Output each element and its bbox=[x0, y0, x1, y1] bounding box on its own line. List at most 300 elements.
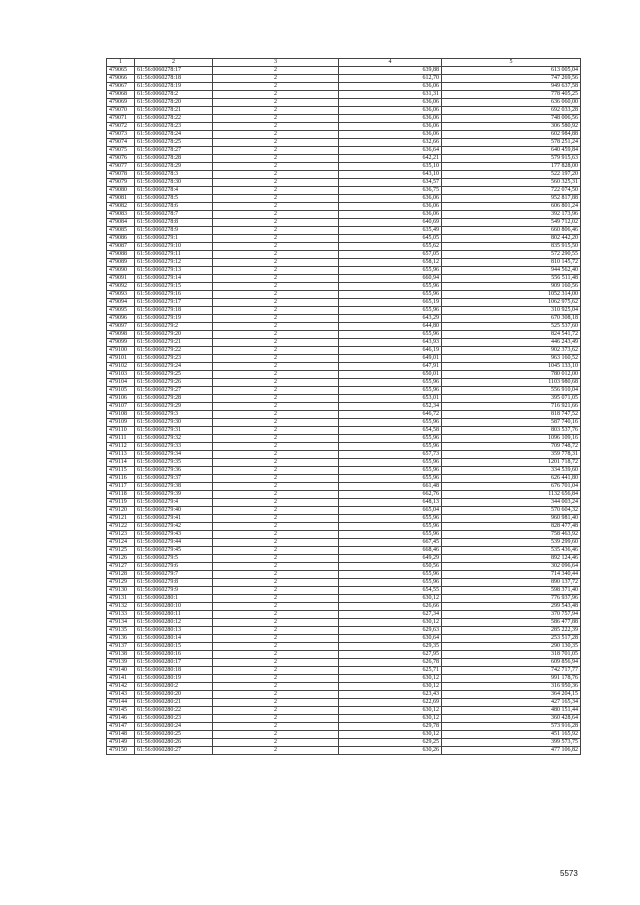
table-row bbox=[107, 411, 581, 419]
table-cell: 629,63 bbox=[339, 627, 442, 635]
table-cell: 2 bbox=[213, 307, 339, 315]
table-cell: 480 151,44 bbox=[442, 707, 581, 715]
table-cell: 61:56:0060279:1 bbox=[135, 235, 213, 243]
table-cell: 370 757,94 bbox=[442, 611, 581, 619]
table-cell: 61:56:0060279:35 bbox=[135, 459, 213, 467]
table-row bbox=[107, 443, 581, 451]
table-row bbox=[107, 707, 581, 715]
table-cell: 479125 bbox=[107, 547, 135, 555]
table-cell: 2 bbox=[213, 723, 339, 731]
table-cell: 479146 bbox=[107, 715, 135, 723]
table-cell: 61:56:0060279:45 bbox=[135, 547, 213, 555]
table-row bbox=[107, 459, 581, 467]
table-cell: 61:56:0060280:24 bbox=[135, 723, 213, 731]
table-cell: 479075 bbox=[107, 147, 135, 155]
table-row bbox=[107, 219, 581, 227]
table-cell: 479077 bbox=[107, 163, 135, 171]
table-cell: 479117 bbox=[107, 483, 135, 491]
table-cell: 648,13 bbox=[339, 499, 442, 507]
table-cell: 479109 bbox=[107, 419, 135, 427]
table-cell: 652,34 bbox=[339, 403, 442, 411]
table-cell: 318 701,05 bbox=[442, 651, 581, 659]
table-cell: 2 bbox=[213, 587, 339, 595]
table-cell: 655,96 bbox=[339, 267, 442, 275]
table-cell: 622,69 bbox=[339, 699, 442, 707]
table-cell: 479116 bbox=[107, 475, 135, 483]
table-cell: 479081 bbox=[107, 195, 135, 203]
table-cell: 61:56:0060279:26 bbox=[135, 379, 213, 387]
table-cell: 662,76 bbox=[339, 491, 442, 499]
table-cell: 61:56:0060279:19 bbox=[135, 315, 213, 323]
table-row bbox=[107, 539, 581, 547]
table-row bbox=[107, 715, 581, 723]
table-cell: 479108 bbox=[107, 411, 135, 419]
table-cell: 61:56:0060278:22 bbox=[135, 115, 213, 123]
table-cell: 479122 bbox=[107, 523, 135, 531]
table-cell: 479092 bbox=[107, 283, 135, 291]
table-cell: 634,57 bbox=[339, 179, 442, 187]
table-cell: 657,05 bbox=[339, 251, 442, 259]
table-row bbox=[107, 371, 581, 379]
table-cell: 479093 bbox=[107, 291, 135, 299]
table-cell: 302 096,64 bbox=[442, 563, 581, 571]
table-cell: 623,43 bbox=[339, 691, 442, 699]
table-cell: 344 003,24 bbox=[442, 499, 581, 507]
table-cell: 780 012,00 bbox=[442, 371, 581, 379]
table-cell: 2 bbox=[213, 267, 339, 275]
table-row bbox=[107, 139, 581, 147]
table-cell: 655,96 bbox=[339, 387, 442, 395]
table-cell: 61:56:0060279:39 bbox=[135, 491, 213, 499]
table-cell: 2 bbox=[213, 227, 339, 235]
table-cell: 2 bbox=[213, 483, 339, 491]
table-cell: 299 543,48 bbox=[442, 603, 581, 611]
table-cell: 644,80 bbox=[339, 323, 442, 331]
table-row bbox=[107, 659, 581, 667]
table-cell: 2 bbox=[213, 235, 339, 243]
table-cell: 660,94 bbox=[339, 275, 442, 283]
table-cell: 61:56:0060279:22 bbox=[135, 347, 213, 355]
table-cell: 642,21 bbox=[339, 155, 442, 163]
table-row bbox=[107, 99, 581, 107]
table-cell: 61:56:0060279:5 bbox=[135, 555, 213, 563]
table-cell: 635,49 bbox=[339, 227, 442, 235]
table-cell: 630,64 bbox=[339, 635, 442, 643]
table-cell: 61:56:0060278:23 bbox=[135, 123, 213, 131]
table-row bbox=[107, 627, 581, 635]
table-cell: 479145 bbox=[107, 707, 135, 715]
table-row bbox=[107, 235, 581, 243]
table-cell: 61:56:0060278:20 bbox=[135, 99, 213, 107]
table-cell: 606 801,24 bbox=[442, 203, 581, 211]
table-cell: 61:56:0060278:21 bbox=[135, 107, 213, 115]
table-cell: 654,58 bbox=[339, 427, 442, 435]
table-cell: 61:56:0060279:31 bbox=[135, 427, 213, 435]
table-cell: 2 bbox=[213, 107, 339, 115]
table-cell: 655,96 bbox=[339, 515, 442, 523]
table-row bbox=[107, 379, 581, 387]
table-row bbox=[107, 315, 581, 323]
table-cell: 627,95 bbox=[339, 651, 442, 659]
table-cell: 61:56:0060279:44 bbox=[135, 539, 213, 547]
table-cell: 479101 bbox=[107, 355, 135, 363]
table-cell: 657,73 bbox=[339, 451, 442, 459]
table-cell: 2 bbox=[213, 491, 339, 499]
table-cell: 479141 bbox=[107, 675, 135, 683]
table-cell: 636,06 bbox=[339, 203, 442, 211]
table-cell: 61:56:0060278:4 bbox=[135, 187, 213, 195]
table-cell: 2 bbox=[213, 571, 339, 579]
table-row bbox=[107, 435, 581, 443]
table-cell: 665,04 bbox=[339, 507, 442, 515]
table-cell: 479140 bbox=[107, 667, 135, 675]
table-cell: 479078 bbox=[107, 171, 135, 179]
table-cell: 2 bbox=[213, 603, 339, 611]
table-header-row bbox=[107, 59, 581, 67]
table-cell: 2 bbox=[213, 555, 339, 563]
table-cell: 479086 bbox=[107, 235, 135, 243]
table-cell: 61:56:0060279:3 bbox=[135, 411, 213, 419]
table-cell: 653,01 bbox=[339, 395, 442, 403]
table-cell: 660 806,46 bbox=[442, 227, 581, 235]
table-cell: 2 bbox=[213, 427, 339, 435]
table-cell: 587 740,16 bbox=[442, 419, 581, 427]
table-cell: 630,12 bbox=[339, 715, 442, 723]
table-cell: 61:56:0060279:42 bbox=[135, 523, 213, 531]
table-cell: 640 459,84 bbox=[442, 147, 581, 155]
table-row bbox=[107, 331, 581, 339]
table-cell: 818 747,52 bbox=[442, 411, 581, 419]
table-cell: 949 637,58 bbox=[442, 83, 581, 91]
table-cell: 61:56:0060280:19 bbox=[135, 675, 213, 683]
table-cell: 479136 bbox=[107, 635, 135, 643]
table-cell: 61:56:0060278:6 bbox=[135, 203, 213, 211]
table-row bbox=[107, 483, 581, 491]
column-header-4: 4 bbox=[339, 59, 442, 67]
table-cell: 2 bbox=[213, 131, 339, 139]
table-cell: 479068 bbox=[107, 91, 135, 99]
table-cell: 636,06 bbox=[339, 123, 442, 131]
table-cell: 586 477,88 bbox=[442, 619, 581, 627]
table-cell: 61:56:0060278:18 bbox=[135, 75, 213, 83]
table-cell: 2 bbox=[213, 155, 339, 163]
table-cell: 61:56:0060279:43 bbox=[135, 531, 213, 539]
table-cell: 61:56:0060278:9 bbox=[135, 227, 213, 235]
table-row bbox=[107, 251, 581, 259]
column-header-3: 3 bbox=[213, 59, 339, 67]
table-cell: 334 539,60 bbox=[442, 467, 581, 475]
table-cell: 2 bbox=[213, 515, 339, 523]
table-cell: 629,35 bbox=[339, 643, 442, 651]
table-cell: 61:56:0060280:10 bbox=[135, 603, 213, 611]
table-cell: 61:56:0060280:17 bbox=[135, 659, 213, 667]
column-header-2: 2 bbox=[135, 59, 213, 67]
table-row bbox=[107, 283, 581, 291]
table-cell: 2 bbox=[213, 435, 339, 443]
table-cell: 61:56:0060279:32 bbox=[135, 435, 213, 443]
table-cell: 639,88 bbox=[339, 67, 442, 75]
table-cell: 2 bbox=[213, 659, 339, 667]
table-cell: 479095 bbox=[107, 307, 135, 315]
table-cell: 625,71 bbox=[339, 667, 442, 675]
table-cell: 2 bbox=[213, 147, 339, 155]
table-cell: 61:56:0060278:17 bbox=[135, 67, 213, 75]
table-cell: 655,62 bbox=[339, 243, 442, 251]
table-cell: 630,12 bbox=[339, 731, 442, 739]
table-cell: 2 bbox=[213, 275, 339, 283]
table-cell: 479149 bbox=[107, 739, 135, 747]
table-cell: 802 442,20 bbox=[442, 235, 581, 243]
table-cell: 626,78 bbox=[339, 659, 442, 667]
table-cell: 643,10 bbox=[339, 171, 442, 179]
table-cell: 630,12 bbox=[339, 683, 442, 691]
table-cell: 803 537,76 bbox=[442, 427, 581, 435]
table-cell: 676 701,04 bbox=[442, 483, 581, 491]
table-cell: 722 074,50 bbox=[442, 187, 581, 195]
table-cell: 479090 bbox=[107, 267, 135, 275]
table-cell: 645,05 bbox=[339, 235, 442, 243]
table-cell: 655,96 bbox=[339, 331, 442, 339]
table-cell: 61:56:0060279:2 bbox=[135, 323, 213, 331]
table-cell: 2 bbox=[213, 171, 339, 179]
table-cell: 61:56:0060280:23 bbox=[135, 715, 213, 723]
table-row bbox=[107, 307, 581, 315]
table-cell: 630,12 bbox=[339, 619, 442, 627]
table-cell: 61:56:0060279:20 bbox=[135, 331, 213, 339]
table-cell: 61:56:0060279:40 bbox=[135, 507, 213, 515]
column-header-1: 1 bbox=[107, 59, 135, 67]
table-cell: 776 937,96 bbox=[442, 595, 581, 603]
table-cell: 479131 bbox=[107, 595, 135, 603]
table-cell: 2 bbox=[213, 75, 339, 83]
table-cell: 1103 980,68 bbox=[442, 379, 581, 387]
table-cell: 2 bbox=[213, 627, 339, 635]
table-cell: 2 bbox=[213, 635, 339, 643]
table-cell: 479105 bbox=[107, 387, 135, 395]
table-cell: 2 bbox=[213, 595, 339, 603]
table-cell: 2 bbox=[213, 91, 339, 99]
table-cell: 61:56:0060279:15 bbox=[135, 283, 213, 291]
table-cell: 61:56:0060280:15 bbox=[135, 643, 213, 651]
table-row bbox=[107, 555, 581, 563]
table-cell: 636,06 bbox=[339, 99, 442, 107]
table-cell: 479065 bbox=[107, 67, 135, 75]
table-cell: 667,45 bbox=[339, 539, 442, 547]
table-row bbox=[107, 275, 581, 283]
table-cell: 61:56:0060280:12 bbox=[135, 619, 213, 627]
table-cell: 392 173,96 bbox=[442, 211, 581, 219]
table-cell: 2 bbox=[213, 475, 339, 483]
table-cell: 2 bbox=[213, 675, 339, 683]
table-cell: 61:56:0060279:29 bbox=[135, 403, 213, 411]
table-cell: 479088 bbox=[107, 251, 135, 259]
table-row bbox=[107, 171, 581, 179]
table-row bbox=[107, 531, 581, 539]
table-cell: 643,93 bbox=[339, 339, 442, 347]
table-cell: 61:56:0060279:14 bbox=[135, 275, 213, 283]
column-header-5: 5 bbox=[442, 59, 581, 67]
table-row bbox=[107, 107, 581, 115]
table-cell: 479138 bbox=[107, 651, 135, 659]
table-cell: 290 130,35 bbox=[442, 643, 581, 651]
table-cell: 1045 133,10 bbox=[442, 363, 581, 371]
table-cell: 61:56:0060279:17 bbox=[135, 299, 213, 307]
table-cell: 316 950,36 bbox=[442, 683, 581, 691]
table-cell: 2 bbox=[213, 299, 339, 307]
table-cell: 655,96 bbox=[339, 523, 442, 531]
table-cell: 253 517,28 bbox=[442, 635, 581, 643]
table-cell: 636,64 bbox=[339, 147, 442, 155]
table-row bbox=[107, 179, 581, 187]
table-cell: 649,29 bbox=[339, 555, 442, 563]
table-cell: 479082 bbox=[107, 203, 135, 211]
table-cell: 2 bbox=[213, 355, 339, 363]
table-row bbox=[107, 691, 581, 699]
table-row bbox=[107, 611, 581, 619]
table-cell: 2 bbox=[213, 259, 339, 267]
table-cell: 2 bbox=[213, 203, 339, 211]
table-cell: 2 bbox=[213, 99, 339, 107]
table-cell: 828 477,48 bbox=[442, 523, 581, 531]
table-cell: 427 165,34 bbox=[442, 699, 581, 707]
table-cell: 2 bbox=[213, 499, 339, 507]
table-cell: 479107 bbox=[107, 403, 135, 411]
table-row bbox=[107, 155, 581, 163]
table-cell: 549 712,02 bbox=[442, 219, 581, 227]
table-cell: 61:56:0060279:18 bbox=[135, 307, 213, 315]
table-cell: 479134 bbox=[107, 619, 135, 627]
table-row bbox=[107, 131, 581, 139]
table-cell: 359 778,31 bbox=[442, 451, 581, 459]
table-cell: 310 925,04 bbox=[442, 307, 581, 315]
table-cell: 479137 bbox=[107, 643, 135, 651]
table-cell: 479144 bbox=[107, 699, 135, 707]
table-cell: 479089 bbox=[107, 259, 135, 267]
table-row bbox=[107, 675, 581, 683]
table-cell: 61:56:0060280:22 bbox=[135, 707, 213, 715]
table-row bbox=[107, 747, 581, 755]
table-cell: 991 178,76 bbox=[442, 675, 581, 683]
table-cell: 479072 bbox=[107, 123, 135, 131]
table-cell: 61:56:0060278:5 bbox=[135, 195, 213, 203]
table-row bbox=[107, 147, 581, 155]
table-cell: 2 bbox=[213, 347, 339, 355]
table-cell: 626,66 bbox=[339, 603, 442, 611]
table-cell: 2 bbox=[213, 691, 339, 699]
table-cell: 477 106,82 bbox=[442, 747, 581, 755]
table-cell: 479085 bbox=[107, 227, 135, 235]
table-cell: 61:56:0060279:9 bbox=[135, 587, 213, 595]
table-cell: 636,06 bbox=[339, 115, 442, 123]
table-row bbox=[107, 667, 581, 675]
table-cell: 714 340,44 bbox=[442, 571, 581, 579]
table-cell: 613 005,04 bbox=[442, 67, 581, 75]
table-cell: 61:56:0060279:7 bbox=[135, 571, 213, 579]
table-cell: 61:56:0060280:11 bbox=[135, 611, 213, 619]
table-cell: 635,10 bbox=[339, 163, 442, 171]
table-cell: 2 bbox=[213, 243, 339, 251]
table-cell: 2 bbox=[213, 683, 339, 691]
table-cell: 479119 bbox=[107, 499, 135, 507]
table-cell: 539 299,60 bbox=[442, 539, 581, 547]
table-row bbox=[107, 619, 581, 627]
table-cell: 556 511,48 bbox=[442, 275, 581, 283]
table-cell: 630,12 bbox=[339, 595, 442, 603]
table-cell: 643,29 bbox=[339, 315, 442, 323]
table-cell: 824 541,72 bbox=[442, 331, 581, 339]
table-cell: 1096 109,16 bbox=[442, 435, 581, 443]
table-cell: 479150 bbox=[107, 747, 135, 755]
table-cell: 479106 bbox=[107, 395, 135, 403]
table-cell: 778 405,25 bbox=[442, 91, 581, 99]
table-row bbox=[107, 67, 581, 75]
table-row bbox=[107, 187, 581, 195]
table-cell: 177 828,00 bbox=[442, 163, 581, 171]
table-cell: 364 204,15 bbox=[442, 691, 581, 699]
table-row bbox=[107, 739, 581, 747]
table-cell: 479142 bbox=[107, 683, 135, 691]
table-cell: 360 428,64 bbox=[442, 715, 581, 723]
table-cell: 2 bbox=[213, 187, 339, 195]
table-cell: 650,01 bbox=[339, 371, 442, 379]
table-row bbox=[107, 211, 581, 219]
table-row bbox=[107, 699, 581, 707]
table-cell: 655,96 bbox=[339, 379, 442, 387]
table-cell: 2 bbox=[213, 667, 339, 675]
table-cell: 2 bbox=[213, 179, 339, 187]
table-row bbox=[107, 723, 581, 731]
table-cell: 479100 bbox=[107, 347, 135, 355]
table-cell: 61:56:0060279:21 bbox=[135, 339, 213, 347]
table-cell: 479110 bbox=[107, 427, 135, 435]
table-cell: 2 bbox=[213, 619, 339, 627]
table-cell: 61:56:0060279:8 bbox=[135, 579, 213, 587]
table-cell: 479087 bbox=[107, 243, 135, 251]
table-cell: 61:56:0060279:30 bbox=[135, 419, 213, 427]
table-row bbox=[107, 467, 581, 475]
table-cell: 61:56:0060279:16 bbox=[135, 291, 213, 299]
page-number: 5573 bbox=[560, 869, 578, 878]
table-cell: 2 bbox=[213, 387, 339, 395]
table-row bbox=[107, 731, 581, 739]
table-cell: 572 290,55 bbox=[442, 251, 581, 259]
table-row bbox=[107, 91, 581, 99]
table-row bbox=[107, 451, 581, 459]
table-cell: 61:56:0060280:26 bbox=[135, 739, 213, 747]
table-row bbox=[107, 259, 581, 267]
table-cell: 655,96 bbox=[339, 459, 442, 467]
data-table bbox=[106, 58, 581, 755]
table-cell: 479103 bbox=[107, 371, 135, 379]
table-cell: 2 bbox=[213, 315, 339, 323]
table-cell: 479148 bbox=[107, 731, 135, 739]
table-row bbox=[107, 563, 581, 571]
table-row bbox=[107, 515, 581, 523]
table-row bbox=[107, 579, 581, 587]
table-cell: 61:56:0060278:30 bbox=[135, 179, 213, 187]
table-cell: 668,46 bbox=[339, 547, 442, 555]
table-cell: 479118 bbox=[107, 491, 135, 499]
table-row bbox=[107, 347, 581, 355]
table-cell: 758 463,92 bbox=[442, 531, 581, 539]
table-cell: 636,06 bbox=[339, 83, 442, 91]
table-cell: 902 373,62 bbox=[442, 347, 581, 355]
table-cell: 636 060,00 bbox=[442, 99, 581, 107]
table-cell: 2 bbox=[213, 283, 339, 291]
table-cell: 944 562,40 bbox=[442, 267, 581, 275]
table-row bbox=[107, 475, 581, 483]
table-cell: 61:56:0060280:21 bbox=[135, 699, 213, 707]
